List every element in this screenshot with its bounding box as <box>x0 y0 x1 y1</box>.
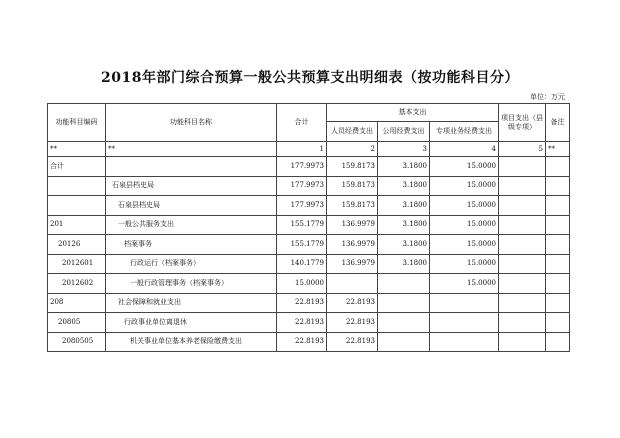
header-public: 公用经费支出 <box>378 122 430 142</box>
table-row <box>48 293 570 313</box>
header-total: 合计 <box>277 104 327 142</box>
row-public <box>378 332 430 352</box>
row-name: 机关事业单位基本养老保险缴费支出 <box>106 332 277 352</box>
row-personnel: 22.8193 <box>327 293 378 313</box>
row-personnel: 159.8173 <box>327 157 378 177</box>
row-personnel: 159.8173 <box>327 196 378 216</box>
row-special <box>430 332 499 352</box>
row-name: 社会保障和就业支出 <box>106 293 277 313</box>
index-cell: ** <box>48 142 106 157</box>
row-project <box>499 313 546 333</box>
row-special: 15.0000 <box>430 274 499 294</box>
row-public <box>378 313 430 333</box>
row-total: 155.1779 <box>277 235 327 255</box>
table-row <box>48 235 570 255</box>
row-personnel: 136.9979 <box>327 254 378 274</box>
index-row <box>48 142 570 157</box>
row-note <box>546 332 570 352</box>
row-public: 3.1800 <box>378 157 430 177</box>
row-public: 3.1800 <box>378 215 430 235</box>
header-basic: 基本支出 <box>327 104 499 122</box>
table-row <box>48 274 570 294</box>
row-note <box>546 293 570 313</box>
row-name: 行政事业单位离退休 <box>106 313 277 333</box>
row-personnel: 136.9979 <box>327 215 378 235</box>
row-personnel: 136.9979 <box>327 235 378 255</box>
row-total: 177.9973 <box>277 196 327 216</box>
row-project <box>499 215 546 235</box>
row-public: 3.1800 <box>378 196 430 216</box>
row-code: 208 <box>48 293 106 313</box>
row-code: 20805 <box>48 313 106 333</box>
row-personnel <box>327 274 378 294</box>
row-project <box>499 332 546 352</box>
row-code <box>48 196 106 216</box>
table-row <box>48 176 570 196</box>
row-project <box>499 293 546 313</box>
table-row <box>48 196 570 216</box>
row-note <box>546 313 570 333</box>
row-personnel: 22.8193 <box>327 332 378 352</box>
row-project <box>499 157 546 177</box>
row-project <box>499 235 546 255</box>
row-code: 2012601 <box>48 254 106 274</box>
row-total: 155.1779 <box>277 215 327 235</box>
row-total: 177.9973 <box>277 157 327 177</box>
row-code: 201 <box>48 215 106 235</box>
row-note <box>546 176 570 196</box>
row-total: 177.9973 <box>277 176 327 196</box>
row-special: 15.0000 <box>430 196 499 216</box>
row-total: 22.8193 <box>277 313 327 333</box>
index-cell: 3 <box>378 142 430 157</box>
index-cell: ** <box>546 142 570 157</box>
row-special: 15.0000 <box>430 176 499 196</box>
index-cell: 1 <box>277 142 327 157</box>
row-public <box>378 274 430 294</box>
row-personnel: 159.8173 <box>327 176 378 196</box>
row-name: 石泉县档史局 <box>106 196 277 216</box>
table-row <box>48 254 570 274</box>
row-code: 2012602 <box>48 274 106 294</box>
row-code: 20126 <box>48 235 106 255</box>
page-title: 2018年部门综合预算一般公共预算支出明细表（按功能科目分） <box>101 70 519 86</box>
row-note <box>546 274 570 294</box>
header-personnel: 人员经费支出 <box>327 122 378 142</box>
row-note <box>546 235 570 255</box>
row-special: 15.0000 <box>430 215 499 235</box>
row-total: 140.1779 <box>277 254 327 274</box>
row-name: 行政运行（档案事务） <box>106 254 277 274</box>
row-personnel: 22.8193 <box>327 313 378 333</box>
row-public: 3.1800 <box>378 254 430 274</box>
row-name <box>106 157 277 177</box>
row-project <box>499 176 546 196</box>
expenditure-table <box>47 103 570 352</box>
header-code: 功能科目编码 <box>48 104 106 142</box>
row-project <box>499 254 546 274</box>
index-cell: 4 <box>430 142 499 157</box>
index-cell: ** <box>106 142 277 157</box>
row-name: 一般公共服务支出 <box>106 215 277 235</box>
row-special <box>430 313 499 333</box>
header-name: 功能科目名称 <box>106 104 277 142</box>
row-note <box>546 215 570 235</box>
row-special: 15.0000 <box>430 254 499 274</box>
row-name: 一般行政管理事务（档案事务） <box>106 274 277 294</box>
header-project: 项目支出（县级专项） <box>499 104 546 142</box>
row-total: 22.8193 <box>277 293 327 313</box>
row-project <box>499 196 546 216</box>
row-name: 石泉县档史局 <box>106 176 277 196</box>
row-public: 3.1800 <box>378 176 430 196</box>
row-note <box>546 157 570 177</box>
index-cell: 5 <box>499 142 546 157</box>
table-row <box>48 332 570 352</box>
table-row <box>48 313 570 333</box>
index-cell: 2 <box>327 142 378 157</box>
row-special: 15.0000 <box>430 157 499 177</box>
row-code <box>48 176 106 196</box>
row-total: 22.8193 <box>277 332 327 352</box>
row-public: 3.1800 <box>378 235 430 255</box>
table-row <box>48 215 570 235</box>
row-public <box>378 293 430 313</box>
table-row <box>48 157 570 177</box>
row-total: 15.0000 <box>277 274 327 294</box>
row-code: 2080505 <box>48 332 106 352</box>
row-note <box>546 196 570 216</box>
header-note: 备注 <box>546 104 570 142</box>
header-special: 专项业务经费支出 <box>430 122 499 142</box>
row-name: 档案事务 <box>106 235 277 255</box>
row-special: 15.0000 <box>430 235 499 255</box>
row-code: 合计 <box>48 157 106 177</box>
row-special <box>430 293 499 313</box>
row-note <box>546 254 570 274</box>
unit-label: 单位：万元 <box>530 93 565 101</box>
row-project <box>499 274 546 294</box>
